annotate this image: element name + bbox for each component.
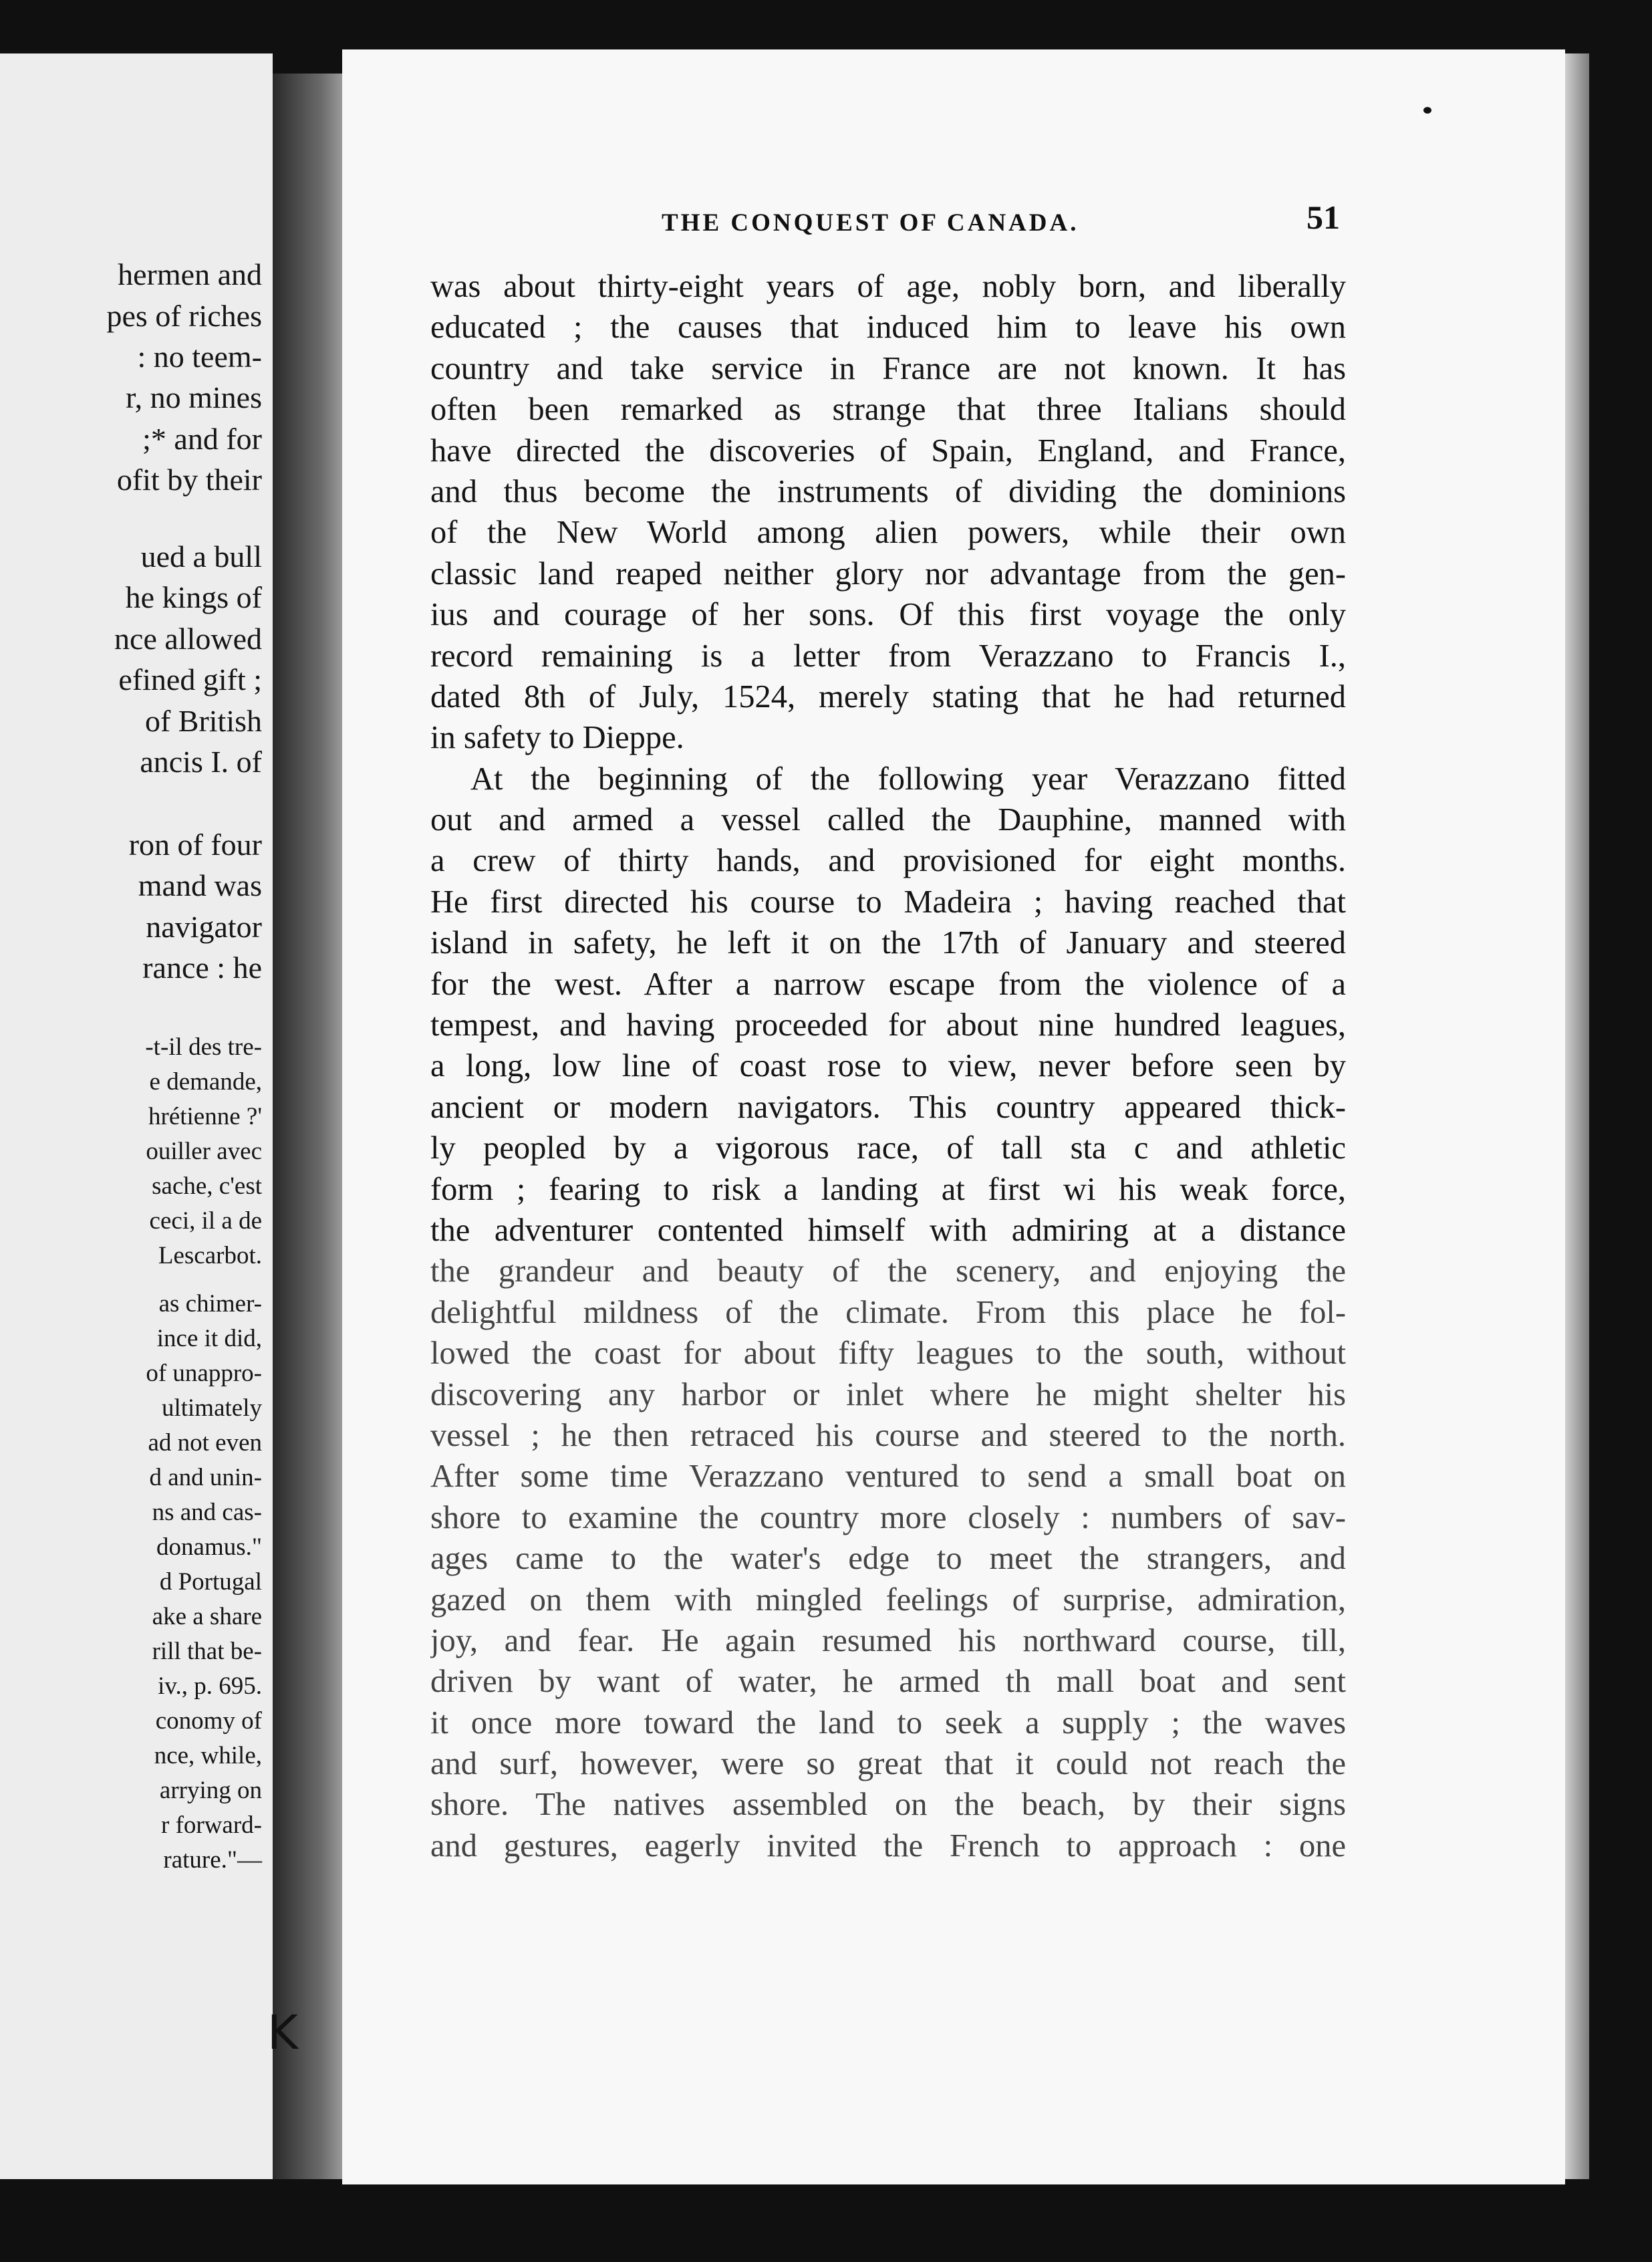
left-page-footnote: as chimer- (158, 1290, 262, 1317)
left-page-text: ued a bull (140, 539, 262, 574)
text-line: and gestures, eagerly invited the French to approach : one (430, 1828, 1346, 1864)
page-gutter-shadow (273, 74, 342, 2179)
left-page-text: r, no mines (126, 380, 262, 414)
text-line: ages came to the water's edge to meet the strangers, and (430, 1541, 1346, 1577)
text-line: and thus become the instruments of dividing the dominions (430, 473, 1346, 509)
left-page-text: mand was (138, 868, 262, 902)
text-line: shore. The natives assembled on the beach, by their signs (430, 1787, 1346, 1823)
text-line: joy, and fear. He again resumed his northward course, till, (430, 1622, 1346, 1658)
previous-page (0, 53, 273, 2179)
left-page-footnote: conomy of (155, 1707, 262, 1735)
text-line: gazed on them with mingled feelings of surprise, admiration, (430, 1582, 1346, 1618)
text-line: form ; fearing to risk a landing at first wi his weak force, (430, 1171, 1346, 1207)
left-page-footnote: rature."— (163, 1846, 262, 1874)
text-line: and surf, however, were so great that it could not reach the (430, 1746, 1346, 1782)
left-page-text: ;* and for (142, 422, 262, 456)
left-page-footnote: of unappro- (146, 1360, 262, 1387)
left-page-text: ancis I. of (140, 745, 262, 779)
text-line: tempest, and having proceeded for about nine hundred leagues, (430, 1007, 1346, 1043)
left-page-text: nce allowed (114, 622, 262, 656)
left-page-footnote: ns and cas- (152, 1499, 262, 1526)
text-line: the adventurer contented himself with admiring at a distance (430, 1212, 1346, 1248)
left-page-footnote: Lescarbot. (158, 1242, 262, 1269)
text-line: delightful mildness of the climate. From this place he fol- (430, 1294, 1346, 1330)
text-line: shore to examine the country more closely : numbers of sav- (430, 1499, 1346, 1535)
text-line: a crew of thirty hands, and provisioned for eight months. (430, 843, 1346, 879)
left-page-footnote: d and unin- (149, 1464, 262, 1491)
left-page-text: ron of four (128, 828, 262, 862)
text-line: out and armed a vessel called the Dauphine, manned with (430, 802, 1346, 838)
text-line: of the New World among alien powers, while their own (430, 515, 1346, 551)
left-page-text: efined gift ; (118, 662, 262, 697)
text-line: ancient or modern navigators. This country appeared thick- (430, 1089, 1346, 1125)
page-number: 51 (1306, 199, 1340, 236)
left-page-text: navigator (146, 910, 262, 944)
text-line: the grandeur and beauty of the scenery, and enjoying the (430, 1253, 1346, 1289)
text-line: was about thirty-eight years of age, nobly born, and liberally (430, 269, 1346, 304)
left-page-footnote: r forward- (161, 1811, 262, 1839)
left-page-footnote: ceci, il a de (149, 1207, 262, 1235)
left-page-footnote: ultimately (161, 1394, 262, 1422)
left-page-footnote: sache, c'est (152, 1172, 262, 1200)
text-line: classic land reaped neither glory nor advantage from the gen- (430, 555, 1346, 592)
text-line: it once more toward the land to seek a supply ; the waves (430, 1705, 1346, 1741)
left-page-footnote: e demande, (149, 1068, 262, 1096)
text-line: After some time Verazzano ventured to send a small boat on (430, 1459, 1346, 1495)
left-page-text: rance : he (142, 951, 262, 985)
running-head: THE CONQUEST OF CANADA. (662, 209, 1079, 237)
text-line: driven by want of water, he armed th mall boat and sent (430, 1664, 1346, 1700)
text-line: At the beginning of the following year Verazzano fitted (470, 761, 1346, 797)
text-line: in safety to Dieppe. (430, 720, 684, 756)
left-page-text: he kings of (125, 580, 262, 614)
left-page-footnote: ince it did, (156, 1325, 262, 1352)
text-line: lowed the coast for about fifty leagues to the south, without (430, 1336, 1346, 1372)
left-page-footnote: ad not even (148, 1429, 262, 1457)
left-page-footnote: d Portugal (159, 1568, 262, 1596)
left-page-footnote: arrying on (159, 1777, 262, 1804)
left-page-text: ofit by their (116, 463, 262, 497)
left-page-text: hermen and (118, 257, 262, 291)
left-page-footnote: ake a share (152, 1603, 262, 1630)
left-page-text: of British (144, 704, 262, 738)
left-page-footnote: donamus." (156, 1533, 262, 1561)
text-line: for the west. After a narrow escape from the violence of a (430, 966, 1346, 1002)
text-line: He first directed his course to Madeira ; having reached that (430, 884, 1346, 920)
text-line: discovering any harbor or inlet where he might shelter his (430, 1376, 1346, 1412)
text-line: vessel ; he then retraced his course and steered to the north. (430, 1417, 1346, 1453)
left-page-footnote: nce, while, (154, 1742, 262, 1769)
text-line: often been remarked as strange that three Italians should (430, 392, 1346, 428)
text-line: a long, low line of coast rose to view, never before seen by (430, 1048, 1346, 1084)
text-line: country and take service in France are not known. It has (430, 350, 1346, 386)
left-page-footnote: ouiller avec (146, 1138, 262, 1165)
gutter-mark: K (267, 2005, 298, 2060)
text-line: have directed the discoveries of Spain, England, and France, (430, 432, 1346, 469)
text-line: record remaining is a letter from Verazzano to Francis I., (430, 638, 1346, 674)
left-page-footnote: -t-il des tre- (145, 1033, 262, 1061)
text-line: ly peopled by a vigorous race, of tall sta c and athletic (430, 1130, 1346, 1166)
text-line: island in safety, he left it on the 17th of January and steered (430, 925, 1346, 961)
left-page-text: : no teem- (137, 340, 262, 374)
page-edge-shadow (1565, 53, 1589, 2179)
body-text (430, 266, 1346, 1866)
left-page-footnote: hrétienne ?' (148, 1103, 262, 1130)
left-page-text: pes of riches (106, 299, 262, 333)
text-line: ius and courage of her sons. Of this first voyage the only (430, 597, 1346, 633)
text-line: educated ; the causes that induced him to leave his own (430, 309, 1346, 346)
scan-speck (1423, 107, 1431, 114)
text-line: dated 8th of July, 1524, merely stating that he had returned (430, 678, 1346, 715)
left-page-footnote: rill that be- (152, 1638, 262, 1665)
left-page-footnote: iv., p. 695. (158, 1672, 262, 1700)
